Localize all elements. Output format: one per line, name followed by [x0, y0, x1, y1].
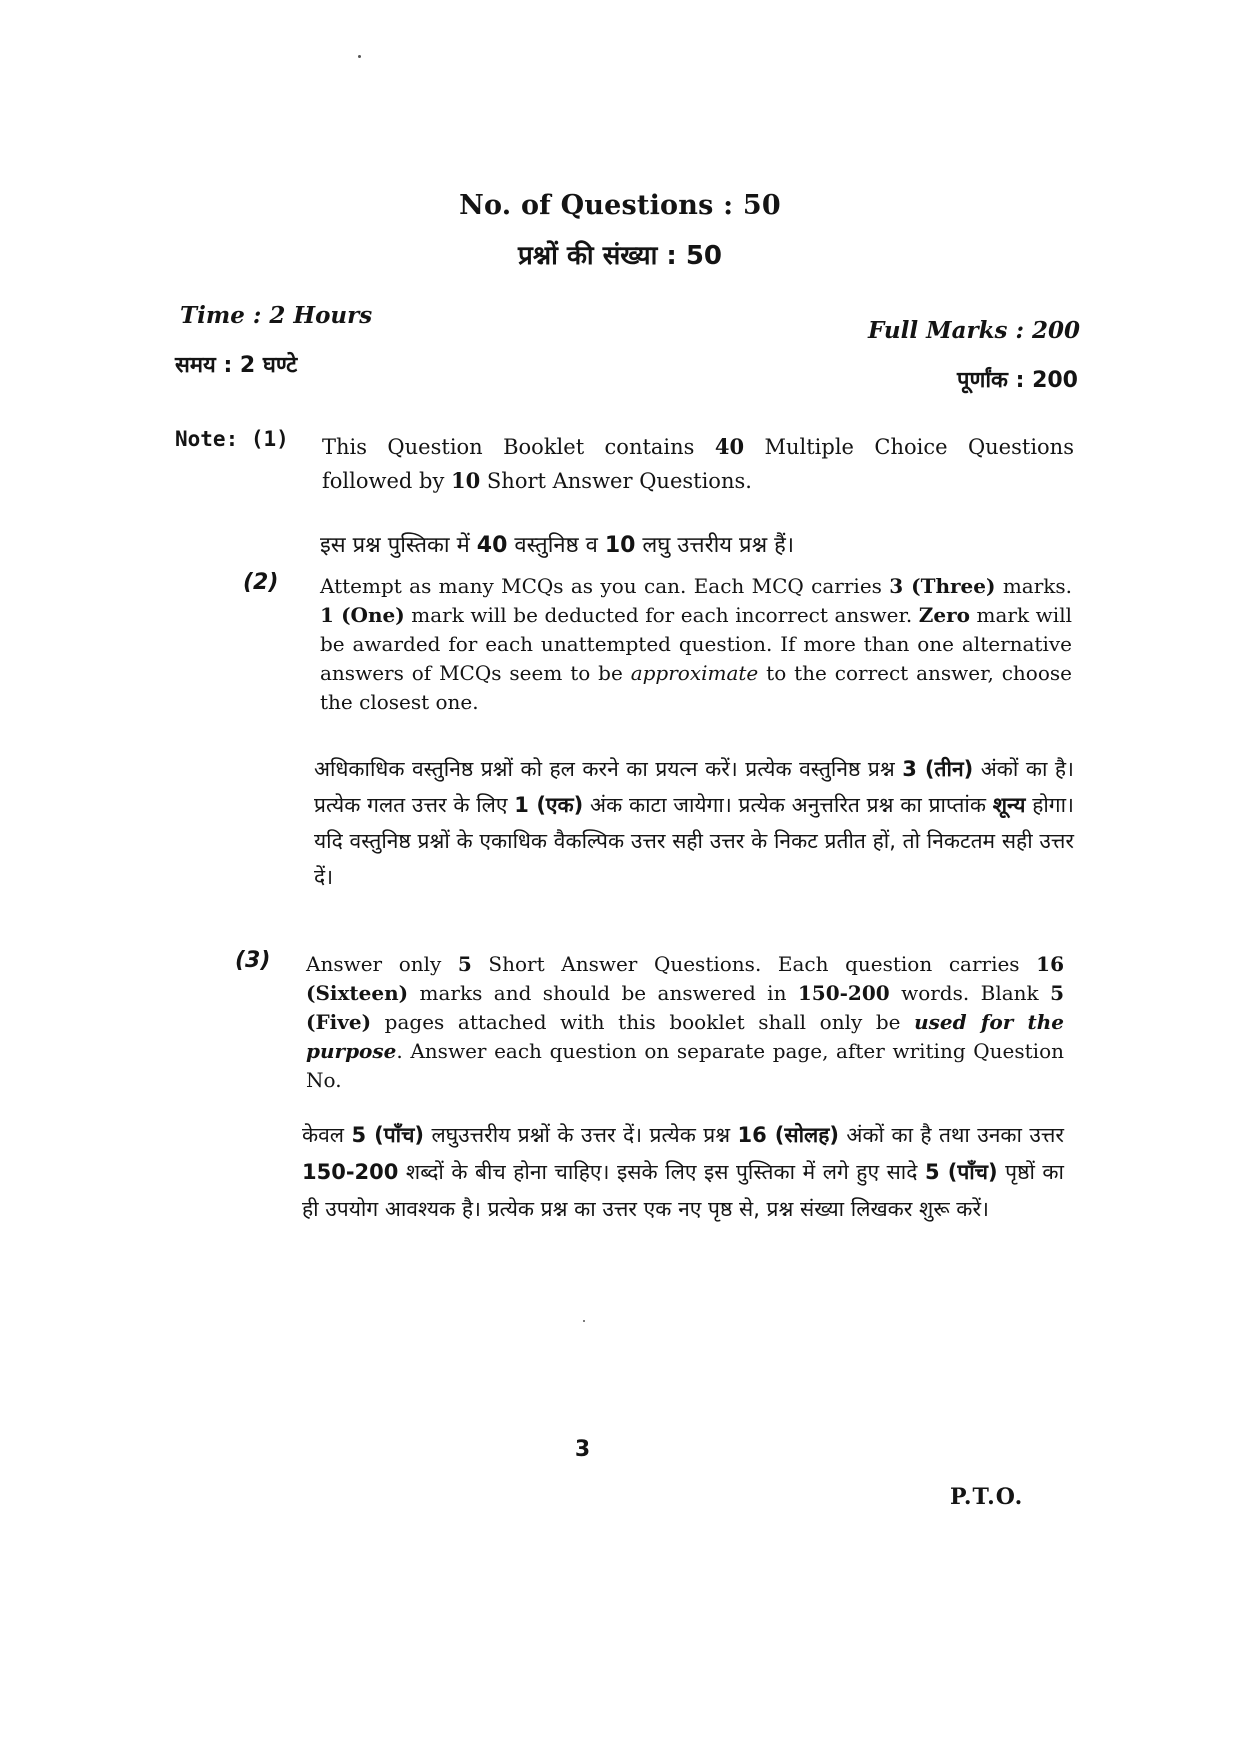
questions-count-title: No. of Questions : 50: [459, 190, 781, 221]
note-label: Note: (1): [175, 427, 289, 451]
scan-speck: [583, 1320, 585, 1322]
page-number: 3: [574, 1437, 591, 1462]
full-marks-label: Full Marks : 200: [867, 317, 1080, 344]
note-1-hindi: इस प्रश्न पुस्तिका में 40 वस्तुनिष्ठ व 10 लघु उत्तरीय प्रश्न हैं।: [320, 533, 795, 558]
pto-label: P.T.O.: [950, 1484, 1024, 1510]
note-2-hindi: अधिकाधिक वस्तुनिष्ठ प्रश्नों को हल करने का प्रयत्न करें। प्रत्येक वस्तुनिष्ठ प्रश्न 3 (तीन) अंकों का है। प्रत्येक गलत उत्तर के लिए 1 (एक) अंक काटा जायेगा। प्रत्येक अनुत्तरित प्रश्न का प्राप्तांक शून्य होगा। यदि वस्तुनिष्ठ प्रश्नों के एकाधिक वैकल्पिक उत्तर सही उत्तर के निकट प्रतीत हों, तो निकटतम सही उत्तर दें।: [314, 757, 1075, 889]
note-1-english: This Question Booklet contains 40 Multiple Choice Questions followed by 10 Short Answer Questions.: [322, 434, 1074, 493]
note-3-hindi: केवल 5 (पाँच) लघुउत्तरीय प्रश्नों के उत्तर दें। प्रत्येक प्रश्न 16 (सोलह) अंकों का है तथा उनका उत्तर 150-200 शब्दों के बीच होना चाहिए। इसके लिए इस पुस्तिका में लगे हुए सादे 5 (पाँच) पृष्ठों का ही उपयोग आवश्यक है। प्रत्येक प्रश्न का उत्तर एक नए पृष्ठ से, प्रश्न संख्या लिखकर शुरू करें।: [302, 1123, 1065, 1221]
note-3-number: (3): [235, 948, 271, 973]
scan-speck: [358, 55, 361, 58]
time-label-hindi: समय : 2 घण्टे: [175, 353, 298, 378]
note-3-english: Answer only 5 Short Answer Questions. Each question carries 16 (Sixteen) marks and should be answered in 150-200 words. Blank 5 (Five) pages attached with this booklet shall only be used for the purpose. Answer each question on separate page, after writing Question No.: [306, 952, 1065, 1092]
note-2-english: Attempt as many MCQs as you can. Each MCQ carries 3 (Three) marks. 1 (One) mark will be deducted for each incorrect answer. Zero mark will be awarded for each unattempted question. If more than one alternative answers of MCQs seem to be approximate to the correct answer, choose the closest one.: [320, 574, 1073, 714]
time-label: Time : 2 Hours: [180, 302, 373, 329]
full-marks-label-hindi: पूर्णांक : 200: [956, 368, 1078, 393]
note-2-number: (2): [243, 570, 279, 595]
questions-count-title-hindi: प्रश्नों की संख्या : 50: [518, 241, 722, 271]
